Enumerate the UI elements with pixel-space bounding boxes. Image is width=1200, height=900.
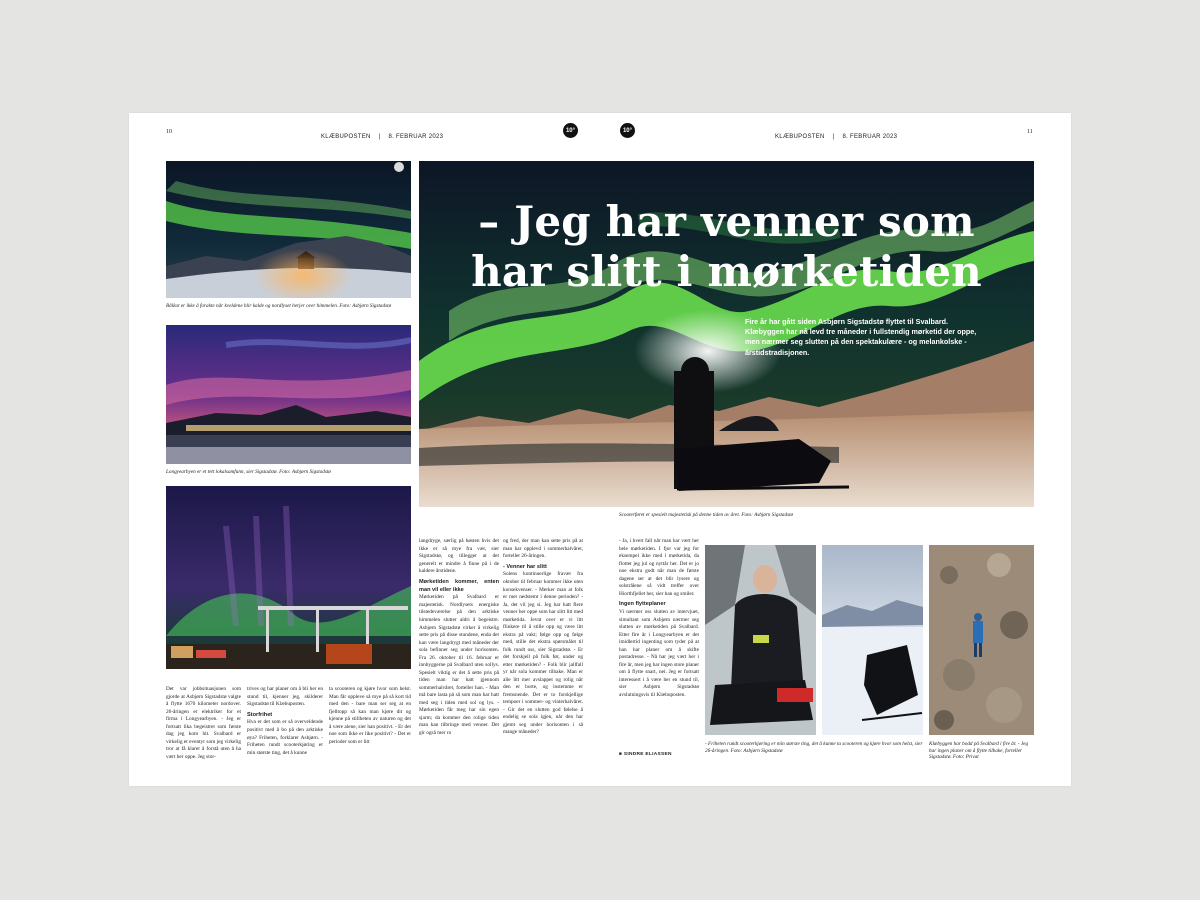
column-5-text: og fred, der man kan sette pris på at man har opplevd i sommerhalvåret, forteller 26-åringen. xyxy=(503,538,583,560)
column-4-text-b: Mørketiden på Svalbard er majestetisk. Nordlysets energiske tilstedeværelse på den arktiske himmelen slutter aldri å begeistre. Asbjørn Sigstadstø virker å virkelig sette pris på disse stundene, enda det kan være langdrygt med måneder der sola befinner seg under horisonten. Fra 26. oktober til 16. februar er innbyggerne på Svalbard uten sollys. Spesielt viktig er det å sette pris på tiden man har hatt gjennom sommerhalvåret, forteller han. - Man må bare lasta på så som man har hatt med seg i tiden med sol og lys. - Mørketiden får meg har sin egen sjarm; da kommer den rolige tiden man kan tilbringe med venner. Det gir også mer ro xyxy=(419,594,499,736)
newspaper-spread xyxy=(129,113,1071,786)
article-byline: ■ SINDRE ELIASSEN xyxy=(619,752,672,757)
column-4-text: langdryge, særlig på høsten hvis det ikke er så mye fra vær, sier Sigstadstø, og tillegger at det generelt er mindre å finne på i de kaldere årstidene. xyxy=(419,538,499,575)
column-3-text: ta scooteren og kjøre hvor som helst. Man får oppleve så mye på så kort tid med den - bare man ser seg at en fjelltopp så kan man kjøre dit og kjenne på stillheten av naturen og det å være alene, sier han positivt. - Er det noe som ikke er like positivt? - Det er perioder som er litt xyxy=(329,686,411,745)
subheading-venner: - Venner har slitt xyxy=(503,563,547,570)
snowmobile-snowfield-photo xyxy=(822,545,923,735)
article-column-3 xyxy=(329,686,411,746)
page-number-left: 10 xyxy=(166,129,172,135)
cabin-aurora-photo xyxy=(166,161,411,298)
subheading-morketiden: Mørketiden kommer, enten man vil eller ikke xyxy=(419,578,499,593)
column-5-text-b: Solens kontinuerlige fravær fra oktober til februar kommer ikke uten konsekvenser. - Merker man at folk er mer nedstemt i denne perioden? - Ja, det vil jeg si. Jeg har hatt flere venner her oppe som har slitt litt med mørketida. Jevnt over er vi litt flinkere til å stille opp og være litt ekstra på vakt; følge opp og følge med, stille det ekstra spørsmålet til folk rundt oss, sier Sigstadstø. - Er det forskjell på folk før, under og etter mørketiden? - Folk blir jallfall yr når sola kommer tilbake. Man er alle litt mer avslappet og rolig når den er borte, og instemme er fremsnende. Det er to forskjellige tempoer i sommer- og vinterhalvåret. - Gir det en slutten god følelse å endelig se sola igjen, når den har gjemt seg under horisonten i så mange måneder? xyxy=(503,571,583,736)
article-lead: Fire år har gått siden Asbjørn Sigstadstø flyttet til Svalbard. Klæbyggen har nå levd tre måneder i fullstendig mørketid der oppe, men nærmer seg slutten på den spektakulære - og melankolske - årstidstradisjonen. xyxy=(745,317,977,357)
cabin-photo-caption: Bålkot er ikke å forakte når kveldene blir kalde og nordlyset herjer over himmelen. Foto: Asbjørn Sigstadstø xyxy=(166,303,392,309)
column-2-text-b: Hva er det som er så overveldende positivt med å bo på den arktiske øya? Friheten, forklarer Asbjørn. - Friheten rundt scooterkjøring er min største ting, det å kunne xyxy=(247,719,323,756)
publication-name-left: KLÆBUPOSTEN | 8. FEBRUAR 2023 xyxy=(321,134,444,140)
publication-title-left: KLÆBUPOSTEN xyxy=(321,134,371,140)
article-column-5 xyxy=(503,538,583,737)
logo-badge-left: 10° xyxy=(563,123,578,138)
column-2-text: trives og har planer om å bli her en stund til, kjenner jeg, skilderer Sigstadstø til Klæbuposten. xyxy=(247,686,323,708)
headline-line-2: har slitt i mørketiden xyxy=(471,246,982,296)
rocky-hillside-photo xyxy=(929,545,1034,735)
article-column-1 xyxy=(166,686,241,761)
logo-badge-right: 10° xyxy=(620,123,635,138)
headline-line-1: – Jeg har venner som xyxy=(478,197,975,246)
publication-title-right: KLÆBUPOSTEN xyxy=(775,134,825,140)
column-6-text: - Ja, i hvert fall når man har vært her hele mørketiden. I fjor var jeg for eksempel ikke med i mørketida, da flottet jeg jul og nyttår her. Det er jo noe ekstra godt når man de første dagene ser at det blir lysere og solstrålene så vidt treffer over Hiorthfjellet her, sier han og smiler. xyxy=(619,538,699,597)
subheading-flytteplaner: Ingen flytteplaner xyxy=(619,601,666,608)
column-6-text-b: Vi nærmer oss slutten av intervjuet, simultant som Asbjørn nærmer seg slutten av mørketiden på Svalbard. Etter fire år i Longyearbyen er det imidlertid ingenting som tyder på at han har planer om å skifte postadresse. - Nå har jeg vært her i fire år, men jeg har ingen store planer om å flytte snart, nei. Jeg er fortsatt interessert i å være her en stund til, sier Asbjørn Sigstadstø avslutningsvis til Klæbuposten. xyxy=(619,609,699,698)
article-headline xyxy=(429,197,1024,296)
publication-name-right: KLÆBUPOSTEN | 8. FEBRUAR 2023 xyxy=(775,134,898,140)
article-column-2 xyxy=(247,686,323,757)
article-column-6 xyxy=(619,538,699,699)
portrait-photo-caption: - Friheten rundt scooterkjøring er min største ting, det å kunne ta scooteren og kjøre hvor som helst, sier 26-åringen. Foto: Asbjørn Sigstadstø xyxy=(705,741,923,754)
page-number-right: 11 xyxy=(1027,129,1033,135)
article-column-4 xyxy=(419,538,499,737)
hero-photo-caption: Scooterføret er spesielt majestetisk på denne tiden av året. Foto: Asbjørn Sigstadstø xyxy=(619,512,794,518)
town-photo-caption: Longyearbyen er et tett lokalsamfunn, sier Sigstadstø. Foto: Asbjørn Sigstadstø xyxy=(166,469,331,475)
issue-date-left: 8. FEBRUAR 2023 xyxy=(388,134,444,140)
longyearbyen-town-photo xyxy=(166,325,411,464)
aurora-structure-photo xyxy=(166,486,411,669)
portrait-snowmobile-photo xyxy=(705,545,816,735)
issue-date-right: 8. FEBRUAR 2023 xyxy=(842,134,898,140)
column-1-text: Det var jobbsituasjonen som gjorde at Asbjørn Sigstadstø valgte å flytte 1670 kilometer nordover. 26-åringen er elektriker for et firma i Longyearbyen. - Jeg er fortsatt lika begeistret som første dag jeg kom hit. Svalbard er virkelig et eventyr som jeg virkelig tror at få klarer å forstå uten å ha vært her oppe. Jeg stor- xyxy=(166,686,241,760)
rocky-photo-caption: Klæbyggen har bodd på Svalbard i fire år. - Jeg har ingen planer om å flytte tilbake, forteller Sigstadstø. Foto: Privat xyxy=(929,741,1029,760)
subheading-storfrihet: Storfrihet xyxy=(247,711,273,718)
